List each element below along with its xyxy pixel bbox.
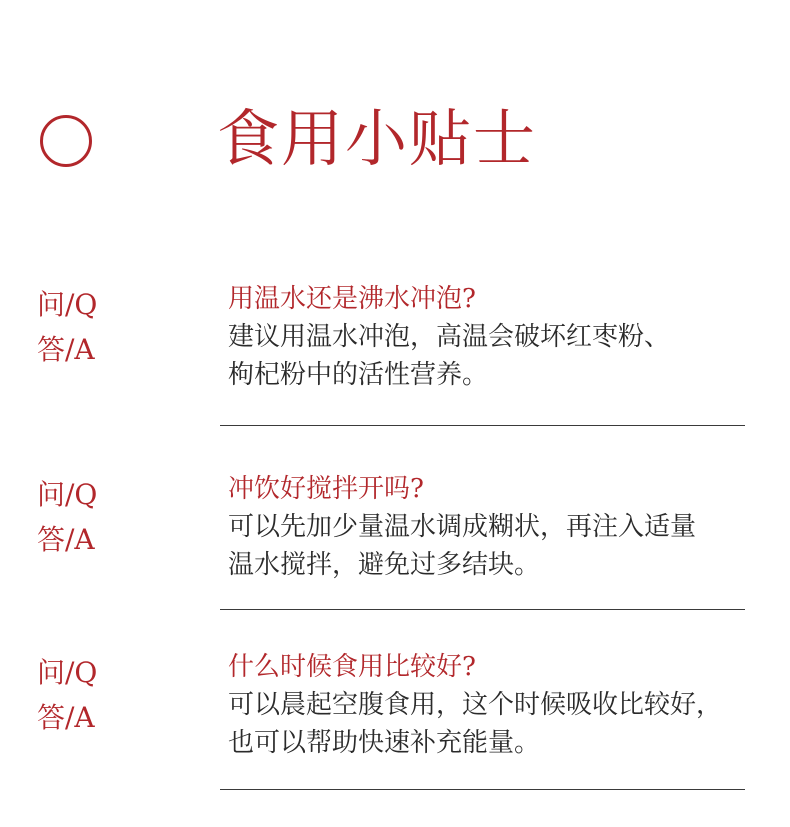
faq-body xyxy=(228,650,748,762)
page-title: 食用小贴士 xyxy=(217,102,538,175)
divider xyxy=(220,789,745,790)
faq-labels xyxy=(37,650,97,740)
faq-body xyxy=(228,282,748,394)
circle-marker-icon xyxy=(40,115,92,167)
faq-answer-line: 也可以帮助快速补充能量。 xyxy=(228,728,541,758)
faq-answer-line: 可以先加少量温水调成糊状，再注入适量 xyxy=(228,512,697,542)
answer-label: 答/A xyxy=(37,333,95,366)
question-label: 问/Q xyxy=(37,288,98,321)
divider xyxy=(220,425,745,426)
faq-answer-line: 可以晨起空腹食用，这个时候吸收比较好， xyxy=(228,690,723,720)
faq-labels xyxy=(37,472,97,562)
answer-label: 答/A xyxy=(37,701,95,734)
faq-answer-line: 建议用温水冲泡，高温会破坏红枣粉、 xyxy=(228,322,671,352)
faq-question: 冲饮好搅拌开吗? xyxy=(228,474,424,504)
faq-answer-line: 枸杞粉中的活性营养。 xyxy=(228,360,489,390)
faq-question: 用温水还是沸水冲泡? xyxy=(228,284,476,314)
question-label: 问/Q xyxy=(37,656,98,689)
faq-question: 什么时候食用比较好? xyxy=(228,652,476,682)
faq-body xyxy=(228,472,748,584)
question-label: 问/Q xyxy=(37,478,98,511)
faq-answer-line: 温水搅拌，避免过多结块。 xyxy=(228,550,541,580)
answer-label: 答/A xyxy=(37,523,95,556)
faq-labels xyxy=(37,282,97,372)
divider xyxy=(220,609,745,610)
